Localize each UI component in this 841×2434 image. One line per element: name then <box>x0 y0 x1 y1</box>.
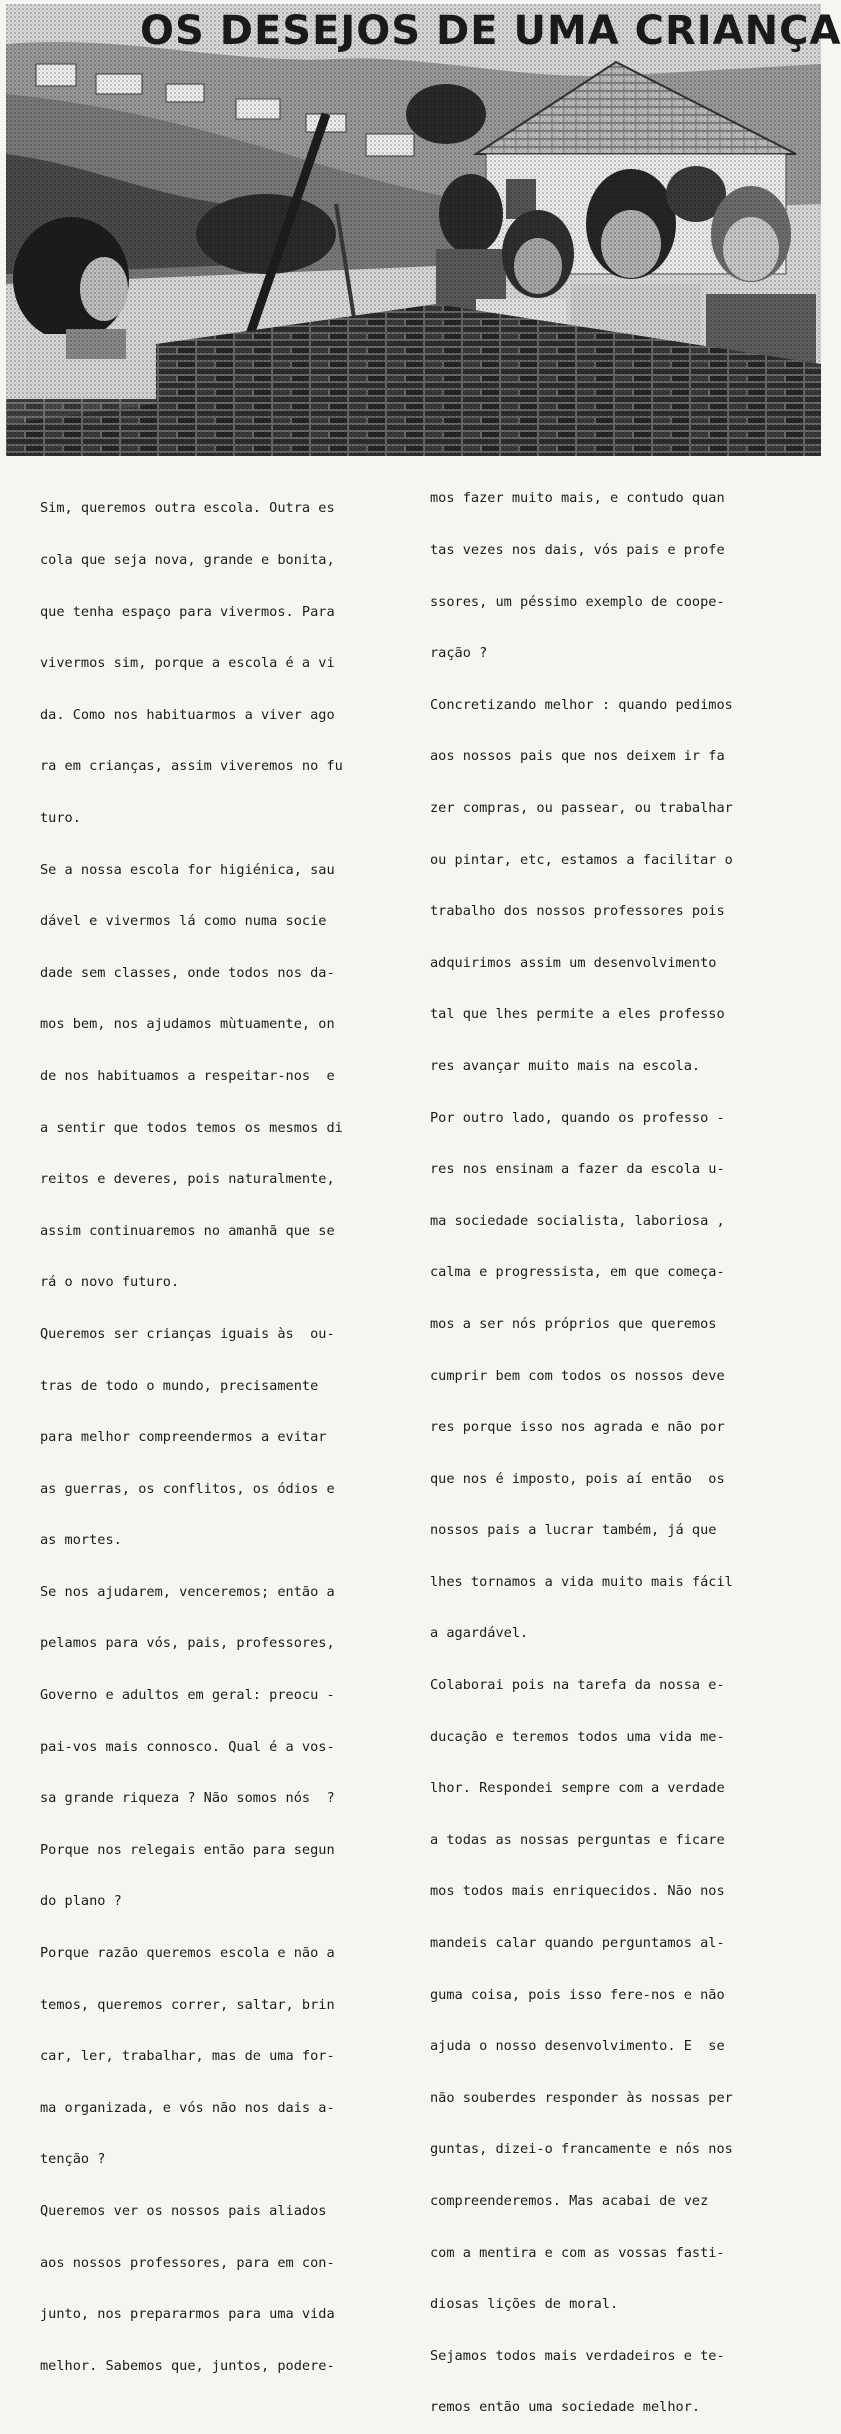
page-title: OS DESEJOS DE UMA CRIANÇA <box>140 8 841 54</box>
text-line: Sim, queremos outra escola. Outra es <box>40 500 335 517</box>
text-line: do plano ? <box>40 1893 122 1910</box>
article-right-column <box>430 456 790 2434</box>
text-line: Sejamos todos mais verdadeiros e te- <box>430 2347 725 2364</box>
text-line: res avançar muito mais na escola. <box>430 1057 701 1074</box>
text-line: mos fazer muito mais, e contudo quan <box>430 490 725 507</box>
text-line: diosas lições de moral. <box>430 2296 619 2313</box>
text-line: as guerras, os conflitos, os ódios e <box>40 1480 335 1497</box>
text-line: car, ler, trabalhar, mas de uma for- <box>40 2048 335 2065</box>
text-line: que tenha espaço para vivermos. Para <box>40 603 335 620</box>
text-line: Governo e adultos em geral: preocu - <box>40 1687 335 1704</box>
text-line: Se a nossa escola for higiénica, sau <box>40 861 335 878</box>
text-line: Por outro lado, quando os professo - <box>430 1109 725 1126</box>
text-line: turo. <box>40 809 81 826</box>
text-line: a agardável. <box>430 1625 529 1642</box>
text-line: tas vezes nos dais, vós pais e profe <box>430 542 725 558</box>
text-line: trabalho dos nossos professores pois <box>430 903 725 920</box>
text-line: aos nossos professores, para em con- <box>40 2254 335 2271</box>
text-line: ração ? <box>430 645 488 662</box>
text-line: Porque nos relegais então para segun <box>40 1841 335 1858</box>
text-line: não souberdes responder às nossas per <box>430 2089 733 2106</box>
text-line: com a mentira e com as vossas fasti- <box>430 2244 725 2261</box>
text-line: aos nossos pais que nos deixem ir fa <box>430 748 725 765</box>
text-line: Queremos ver os nossos pais aliados <box>40 2203 327 2219</box>
text-line: zer compras, ou passear, ou trabalhar <box>430 799 733 816</box>
photo-children-brick-wall <box>6 4 841 456</box>
text-line: dável e vivermos lá como numa socie <box>40 913 327 930</box>
text-line: guntas, dizei-o francamente e nós nos <box>430 2141 733 2158</box>
text-line: lhor. Respondei sempre com a verdade <box>430 1780 725 1797</box>
text-line: mos todos mais enriquecidos. Não nos <box>430 1883 725 1900</box>
text-line: res porque isso nos agrada e não por <box>430 1419 725 1436</box>
text-line: a todas as nossas perguntas e ficare <box>430 1831 725 1848</box>
text-line: ajuda o nosso desenvolvimento. E se <box>430 2038 725 2055</box>
text-line: cumprir bem com todos os nossos deve <box>430 1367 725 1384</box>
text-line: guma coisa, pois isso fere-nos e não <box>430 1986 725 2003</box>
text-line: ra em crianças, assim viveremos no fu <box>40 758 343 775</box>
text-line: calma e progressista, em que começa- <box>430 1264 725 1281</box>
text-line: ou pintar, etc, estamos a facilitar o <box>430 851 733 868</box>
text-line: melhor. Sabemos que, juntos, podere- <box>40 2357 335 2374</box>
text-line: para melhor compreendermos a evitar <box>40 1429 327 1446</box>
text-line: ma organizada, e vós não nos dais a- <box>40 2099 335 2116</box>
text-line: Porque razão queremos escola e não a <box>40 1945 335 1962</box>
text-line: nossos pais a lucrar também, já que <box>430 1522 717 1539</box>
text-line: da. Como nos habituarmos a viver ago <box>40 706 335 723</box>
text-line: de nos habituamos a respeitar-nos e <box>40 1067 335 1084</box>
text-line: pelamos para vós, pais, professores, <box>40 1635 335 1652</box>
text-line: tenção ? <box>40 2151 106 2168</box>
text-line: junto, nos prepararmos para uma vida <box>40 2306 335 2323</box>
article-left-column <box>40 466 410 2392</box>
text-line: lhes tornamos a vida muito mais fácil <box>430 1573 733 1590</box>
text-line: remos então uma sociedade melhor. <box>430 2399 701 2416</box>
text-line: que nos é imposto, pois aí então os <box>430 1470 725 1487</box>
text-line: ducação e teremos todos uma vida me- <box>430 1728 725 1745</box>
text-line: vivermos sim, porque a escola é a vi <box>40 655 335 672</box>
text-line: Colaborai pois na tarefa da nossa e- <box>430 1677 725 1694</box>
text-line: Se nos ajudarem, venceremos; então a <box>40 1583 335 1600</box>
text-line: Queremos ser crianças iguais às ou- <box>40 1325 335 1342</box>
text-line: adquirimos assim um desenvolvimento <box>430 954 717 971</box>
text-line: rá o novo futuro. <box>40 1274 180 1291</box>
text-line: reitos e deveres, pois naturalmente, <box>40 1171 335 1188</box>
text-line: cola que seja nova, grande e bonita, <box>40 552 335 568</box>
text-line: sa grande riqueza ? Não somos nós ? <box>40 1790 335 1807</box>
text-line: res nos ensinam a fazer da escola u- <box>430 1161 725 1178</box>
text-line: mos a ser nós próprios que queremos <box>430 1315 717 1332</box>
text-line: a sentir que todos temos os mesmos di <box>40 1119 343 1136</box>
text-line: compreenderemos. Mas acabai de vez <box>430 2193 709 2209</box>
text-line: mos bem, nos ajudamos mùtuamente, on <box>40 1016 335 1033</box>
text-line: as mortes. <box>40 1532 122 1549</box>
text-line: ma sociedade socialista, laboriosa , <box>430 1212 725 1229</box>
text-line: assim continuaremos no amanhã que se <box>40 1222 335 1239</box>
text-line: ssores, um péssimo exemplo de coope- <box>430 593 725 610</box>
photo-illustration <box>6 4 841 456</box>
text-line: temos, queremos correr, saltar, brin <box>40 1996 335 2013</box>
text-line: tal que lhes permite a eles professo <box>430 1006 725 1023</box>
text-line: dade sem classes, onde todos nos da- <box>40 964 335 981</box>
text-line: Concretizando melhor : quando pedimos <box>430 696 733 713</box>
text-line: pai-vos mais connosco. Qual é a vos- <box>40 1738 335 1755</box>
text-line: mandeis calar quando perguntamos al- <box>430 1935 725 1952</box>
text-line: tras de todo o mundo, precisamente <box>40 1377 319 1394</box>
